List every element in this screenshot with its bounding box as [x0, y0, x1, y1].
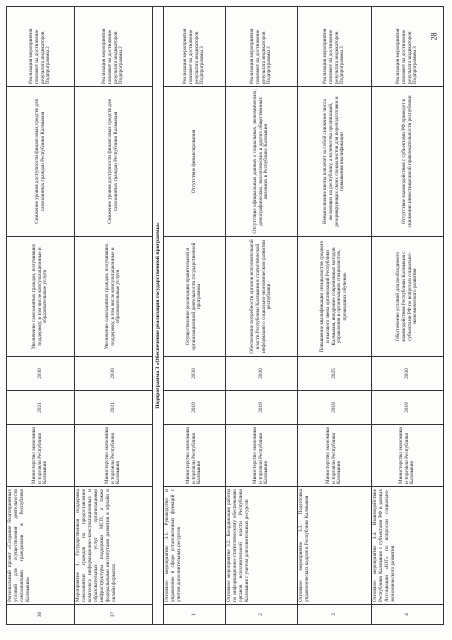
expected-result: Увеличение самозанятых граждан, получивших поддержку, в том числе консультационные и образовательные услуги: [7, 237, 75, 357]
row-number: 4: [372, 605, 444, 625]
end-year: 2030: [372, 357, 444, 391]
end-year: 2030: [7, 357, 75, 391]
start-year: 2019: [226, 391, 298, 425]
subprogram-header-row: [153, 7, 164, 625]
expected-result: Обеспечение условий для необходимого взаимодействия Республики Калмыкия с субъектами РФ по вопросам социально-экономического развития: [372, 237, 444, 357]
table-row: [75, 7, 153, 625]
expected-result: Осуществление реализации правительной и организационной деятельности государственной программы: [164, 237, 226, 357]
indicator-link: Реализация мероприятия повлияет на достижение результата индикаторов Подпрограммы 2: [7, 7, 75, 87]
rotated-table-container: [6, 7, 446, 625]
row-number: 3: [298, 605, 372, 625]
measure-name: Основное мероприятие 3.3. Подготовка управленческих кадров в Республике Калмыкия: [298, 487, 372, 605]
measure-name: Основное мероприятие 3.2. Координация работы по информационно-статистическому обеспечению органов исполнительной власти Республики Калмыкия с учетом дополнительных ресурсов: [226, 487, 298, 605]
start-year: 2019: [164, 391, 226, 425]
start-year: 2019: [298, 391, 372, 425]
measures-table: [6, 6, 444, 625]
non-implementation-consequence: Снижение уровня доступности финансовых средств для самозанятых граждан Республики Калмыкия: [7, 87, 75, 237]
indicator-link: Реализация мероприятия повлияет на достижение результата индикаторов Подпрограммы 2: [75, 7, 153, 87]
measure-name: Мероприятие 1. Государственная поддержка самозанятых граждан на предоставление комплекса информационно-консультационных и образовательных услуг организациями инфраструктуры поддержки МСП, а также федеральными институтами развития в офлайн и онлайн форматах: [75, 487, 153, 605]
non-implementation-consequence: Невыполнение квоты повлечет за собой снижение числа желающих на республику, а количества организаций, резервирующих своих специалистов для переподготовки и повышения квалификации: [298, 87, 372, 237]
expected-result: Обеспечение потребности органов исполнительной власти Республики Калмыкия в статистической информации о социально-экономическом развитии республики: [226, 237, 298, 357]
executor: Министерство экономики и торговли Республики Калмыкия: [75, 425, 153, 487]
row-number: 36: [7, 605, 75, 625]
executor: Министерство экономики и торговли Республики Калмыкия: [7, 425, 75, 487]
table-row: [164, 7, 226, 625]
row-number: 2: [226, 605, 298, 625]
table-row: [298, 7, 372, 625]
executor: Министерство экономики и торговли Республики Калмыкия: [372, 425, 444, 487]
measure-name: Основное мероприятие 3.4. Взаимодействие Республики Калмыкия с субъектами РФ в рамках Ассоциации «ЮГ» по вопросам социально-экономического развития: [372, 487, 444, 605]
table-row: [7, 7, 75, 625]
measure-name: Региональный проект «Создание благоприятных условий для осуществления деятельности самозанятыми гражданами в Республике Калмыкия»: [7, 487, 75, 605]
expected-result: Увеличение самозанятых граждан, получивших поддержку, в том числе консультационные и образовательные услуги: [75, 237, 153, 357]
indicator-link: Реализация мероприятия повлияет на достижение результата индикаторов Подпрограммы 3: [226, 7, 298, 87]
start-year: 2019: [372, 391, 444, 425]
measure-name: Основное мероприятие 3.1. Руководство и управление в сфере установленных функций с учетом дополнительных ресурсов: [164, 487, 226, 605]
table-row: [226, 7, 298, 625]
executor: Министерство экономики и торговли Республики Калмыкия: [164, 425, 226, 487]
non-implementation-consequence: Снижение уровня доступности финансовых средств для самозанятых граждан Республики Калмыкия: [75, 87, 153, 237]
non-implementation-consequence: Отсутствие официальных данных о социальных, экономических, демографических, экологических и других общественных явлениях в Республике Калмыкия: [226, 87, 298, 237]
end-year: 2030: [226, 357, 298, 391]
row-number: 1: [164, 605, 226, 625]
non-implementation-consequence: Отсутствие взаимодействия с субъектами РФ приведет к снижению инвестиционной привлекательности республики: [372, 87, 444, 237]
executor: Министерство экономики и торговли Республики Калмыкия: [298, 425, 372, 487]
end-year: 2025: [298, 357, 372, 391]
start-year: 2021: [75, 391, 153, 425]
expected-result: Повышение квалификации специалистов среднего и высшего звена организаций Республики Калмыкия, внедрение современных методов управления в организациях специалистов, прошедших обучение: [298, 237, 372, 357]
non-implementation-consequence: Отсутствие финансирования: [164, 87, 226, 237]
indicator-link: Реализация мероприятия повлияет на достижение результата индикаторов Подпрограммы 3: [372, 7, 444, 87]
row-number: 37: [75, 605, 153, 625]
indicator-link: Реализация мероприятия повлияет на достижение результата индикаторов Подпрограммы 3: [164, 7, 226, 87]
end-year: 2030: [164, 357, 226, 391]
subprogram-3-title: Подпрограмма 3 «Обеспечение реализации государственной программы»: [153, 7, 164, 625]
start-year: 2021: [7, 391, 75, 425]
table-row: [372, 7, 444, 625]
page-number: 28: [429, 32, 439, 41]
indicator-link: Реализация мероприятия повлияет на достижение результата индикаторов Подпрограммы 3: [298, 7, 372, 87]
executor: Министерство экономики и торговли Республики Калмыкия: [226, 425, 298, 487]
end-year: 2030: [75, 357, 153, 391]
